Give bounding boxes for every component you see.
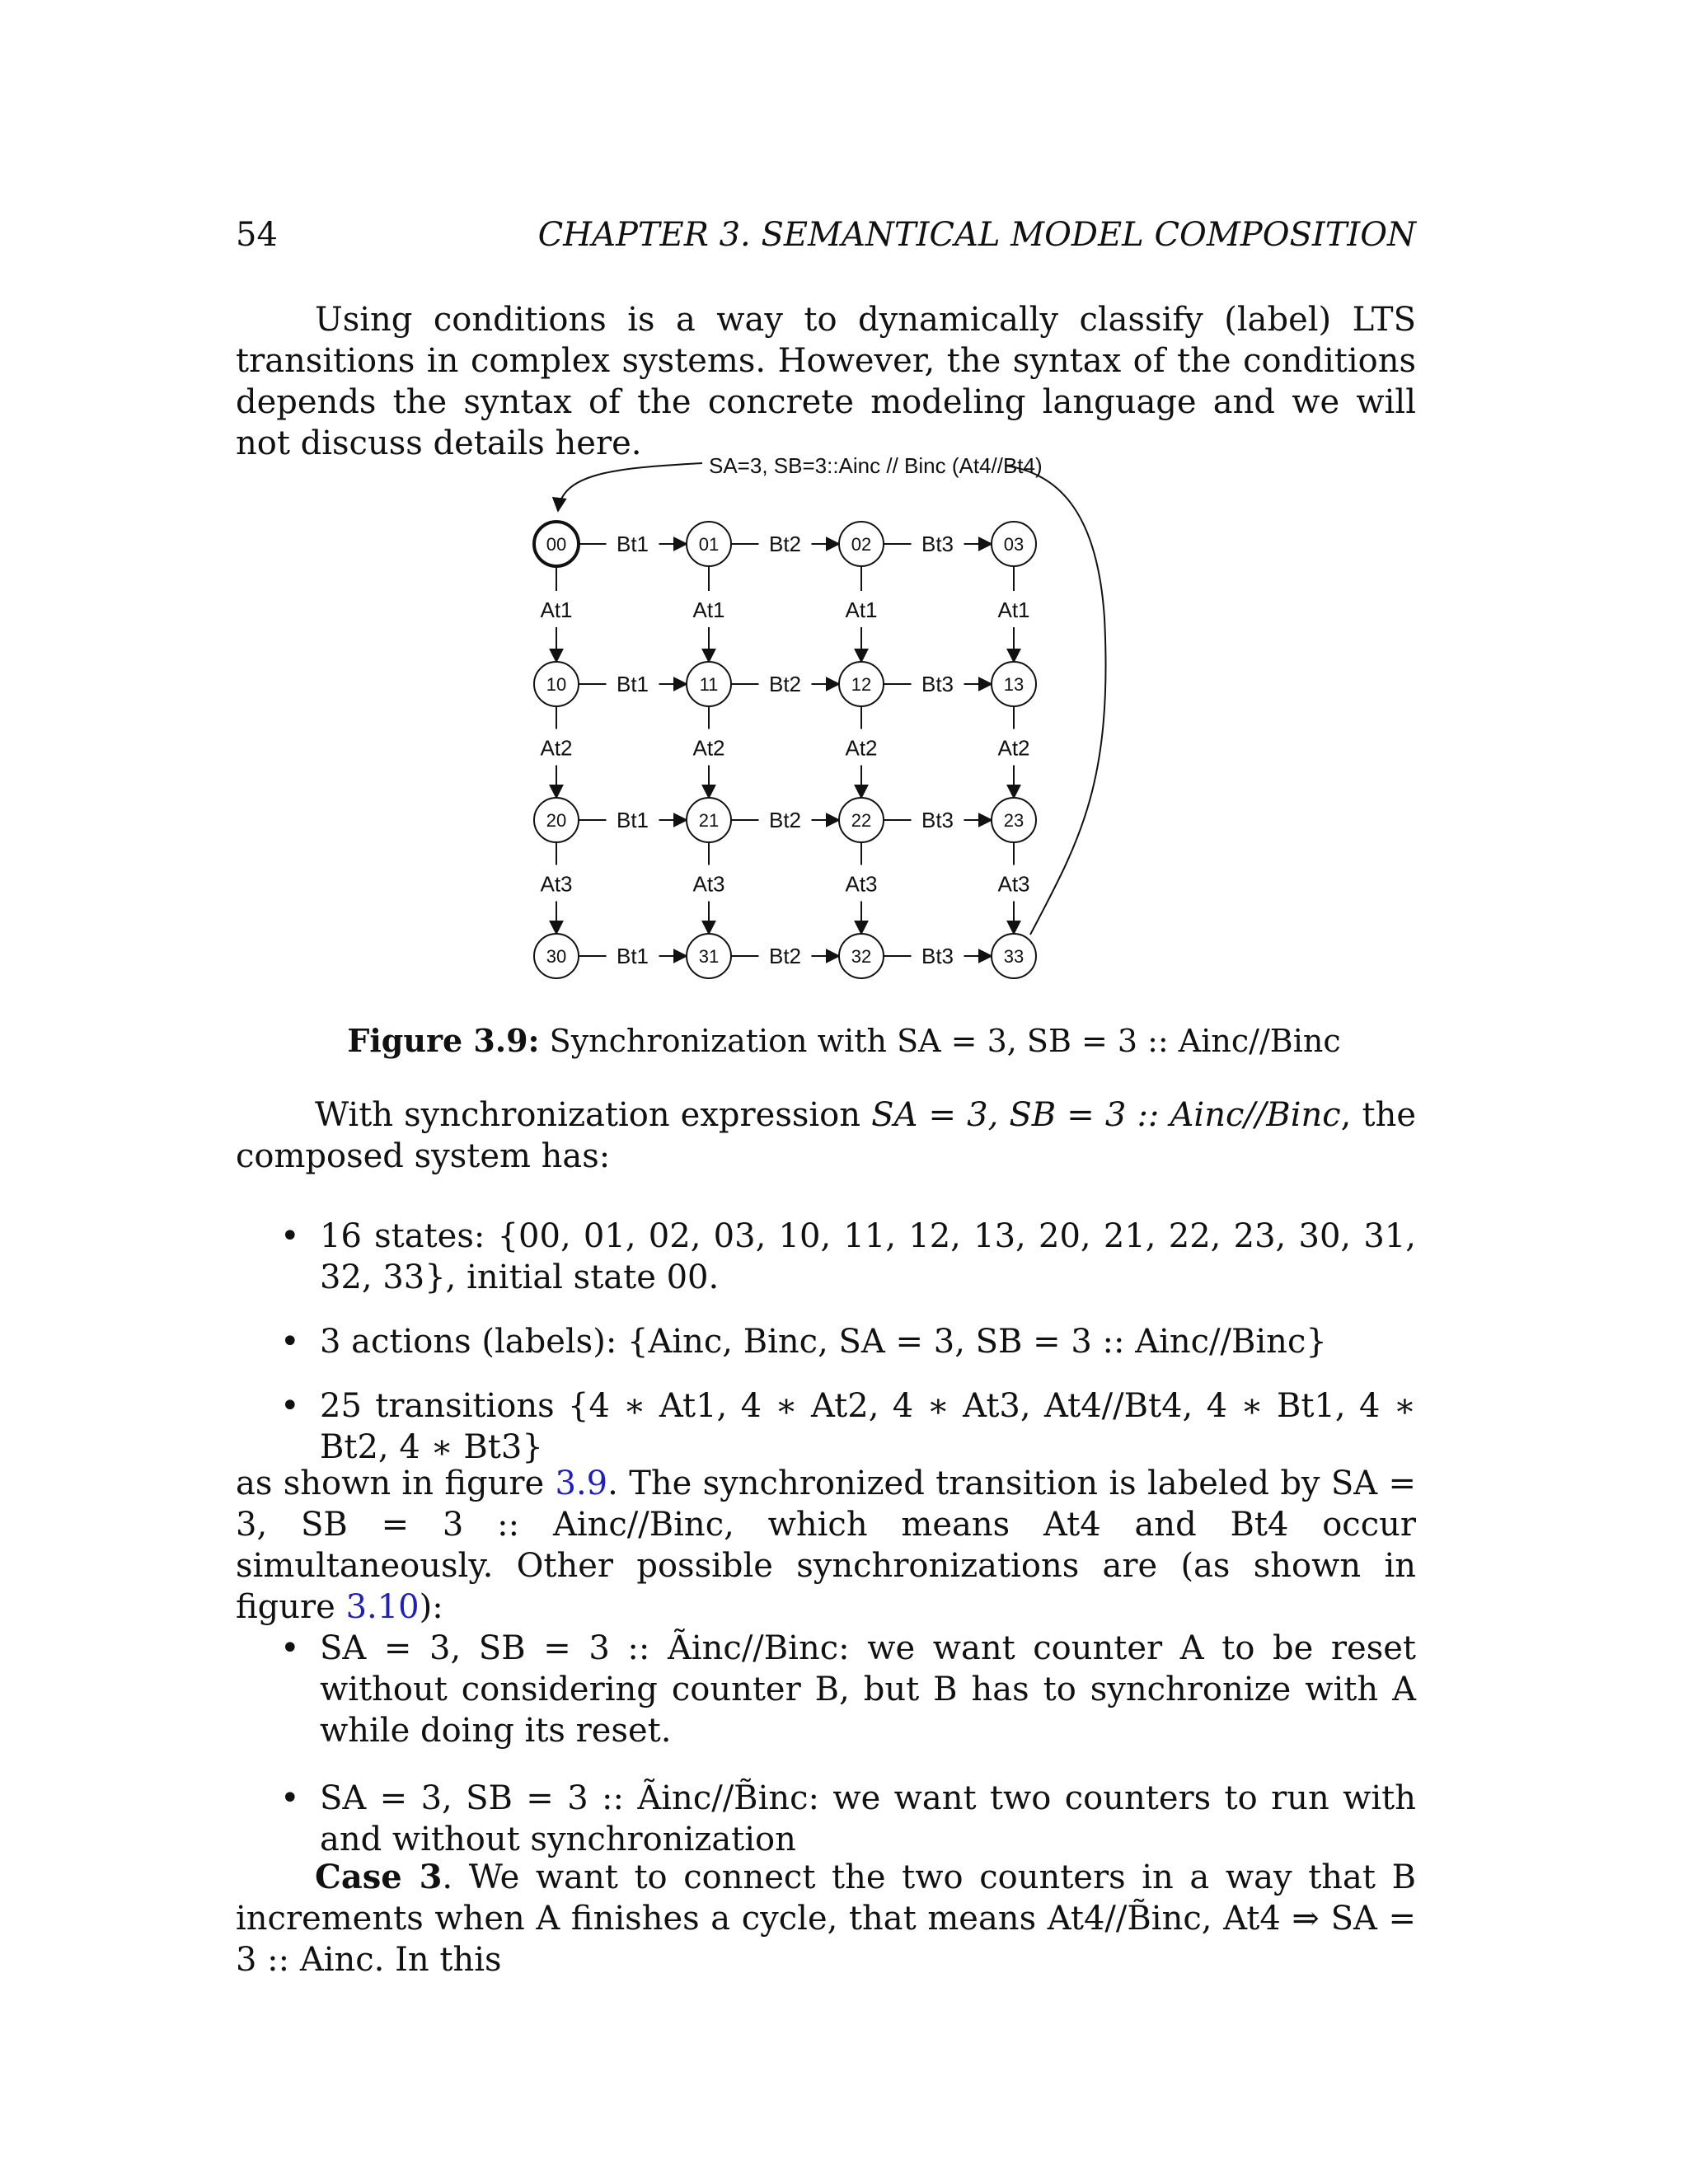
lts-diagram [511,453,1187,997]
state-label: 12 [851,674,872,695]
state-label: 00 [546,534,567,555]
state-label: 03 [1003,534,1025,555]
paragraph-synchronizations [236,1463,1416,1628]
state-label: 13 [1003,674,1025,695]
transition-label: Bt2 [768,672,802,696]
sync-expression: SA = 3, SB = 3 :: Ainc//Binc [871,1096,1341,1134]
state-label: 21 [698,810,720,831]
state-label: 32 [851,946,872,967]
transition-label: Bt2 [768,944,802,968]
state-label: 20 [546,810,567,831]
figure-ref-3-10[interactable]: 3.10 [345,1588,420,1626]
transition-label: Bt1 [616,944,649,968]
page-number: 54 [236,216,278,254]
paragraph-composed-system [236,1094,1416,1177]
state-label: 10 [546,674,567,695]
transition-label: At3 [997,871,1030,897]
transition-label: At1 [692,598,725,622]
state-label: 30 [546,946,567,967]
state-label: 33 [1003,946,1025,967]
transition-label: At3 [845,871,878,897]
state-label: 23 [1003,810,1025,831]
paragraph-case-3 [236,1857,1416,1980]
transition-label: At1 [540,598,573,622]
transition-label: Bt1 [616,532,649,556]
transition-label: Bt3 [921,808,954,832]
transition-label: At3 [540,871,573,897]
running-title: CHAPTER 3. SEMANTICAL MODEL COMPOSITION [537,216,1416,254]
sync-transition-label: SA=3, SB=3::Ainc // Binc (At4//Bt4) [709,453,1043,478]
transition-label: Bt3 [921,532,954,556]
para3-body: . The synchronized transition is labeled by SA = 3, SB = 3 :: Ainc//Binc, which means At4 and Bt4 occur simultaneously. Other possible synchronizations are (as shown in figure [236,1465,1417,1626]
transition-label: At2 [845,735,878,761]
para2-tail: , the composed system has: [236,1096,1416,1175]
para3-lead: as shown in figure [236,1465,556,1502]
figure-caption [0,1022,1688,1059]
transition-label: At1 [845,598,878,622]
case-label: Case 3 [315,1858,443,1896]
list-item: • 16 states: {00, 01, 02, 03, 10, 11, 12, 13, 20, 21, 22, 23, 30, 31, 32, 33}, initial state 00. [280,1216,1416,1298]
list-item: • 25 transitions {4 ∗ At1, 4 ∗ At2, 4 ∗ At3, At4//Bt4, 4 ∗ Bt1, 4 ∗ Bt2, 4 ∗ Bt3} [280,1385,1416,1468]
transition-label: Bt3 [921,672,954,696]
transition-label: Bt1 [616,808,649,832]
system-properties-list [280,1216,1416,1468]
para3-tail: ): [419,1588,443,1626]
transition-label: Bt3 [921,944,954,968]
state-label: 22 [851,810,872,831]
case-text: . We want to connect the two counters in a way that B increments when A finishes a cycle, that means At4//B̃inc, At4 ⇒ SA = 3 :: Ainc. In this [236,1858,1417,1979]
state-label: 31 [698,946,720,967]
transition-label: At3 [692,871,725,897]
list-item: • 3 actions (labels): {Ainc, Binc, SA = 3, SB = 3 :: Ainc//Binc} [280,1321,1416,1362]
transition-label: At2 [692,735,725,761]
transition-label: Bt1 [616,672,649,696]
sync-transition-arrow [558,463,702,511]
state-label: 11 [699,674,719,695]
transition-label: At2 [997,735,1030,761]
para2-lead: With synchronization expression [315,1096,872,1134]
list-item: • SA = 3, SB = 3 :: Ãinc//B̃inc: we want two counters to run with and without synchronization [280,1778,1416,1860]
transition-label: Bt2 [768,532,802,556]
intro-paragraph: Using conditions is a way to dynamically classify (label) LTS transitions in complex systems. However, the syntax of the conditions depends the syntax of the concrete modeling language and we will not discuss details here. [236,301,1416,462]
synchronization-options-list [280,1628,1416,1860]
list-item: • SA = 3, SB = 3 :: Ãinc//Binc: we want counter A to be reset without considering counter B, but B has to synchronize with A while doing its reset. [280,1628,1416,1751]
figure-ref-3-9[interactable]: 3.9 [555,1465,608,1502]
state-label: 02 [851,534,872,555]
transition-label: Bt2 [768,808,802,832]
caption-text: Synchronization with SA = 3, SB = 3 :: Ainc//Binc [549,1023,1341,1059]
transition-label: At2 [540,735,573,761]
transition-label: At1 [997,598,1030,622]
state-label: 01 [698,534,720,555]
caption-label: Figure 3.9: [347,1022,540,1059]
